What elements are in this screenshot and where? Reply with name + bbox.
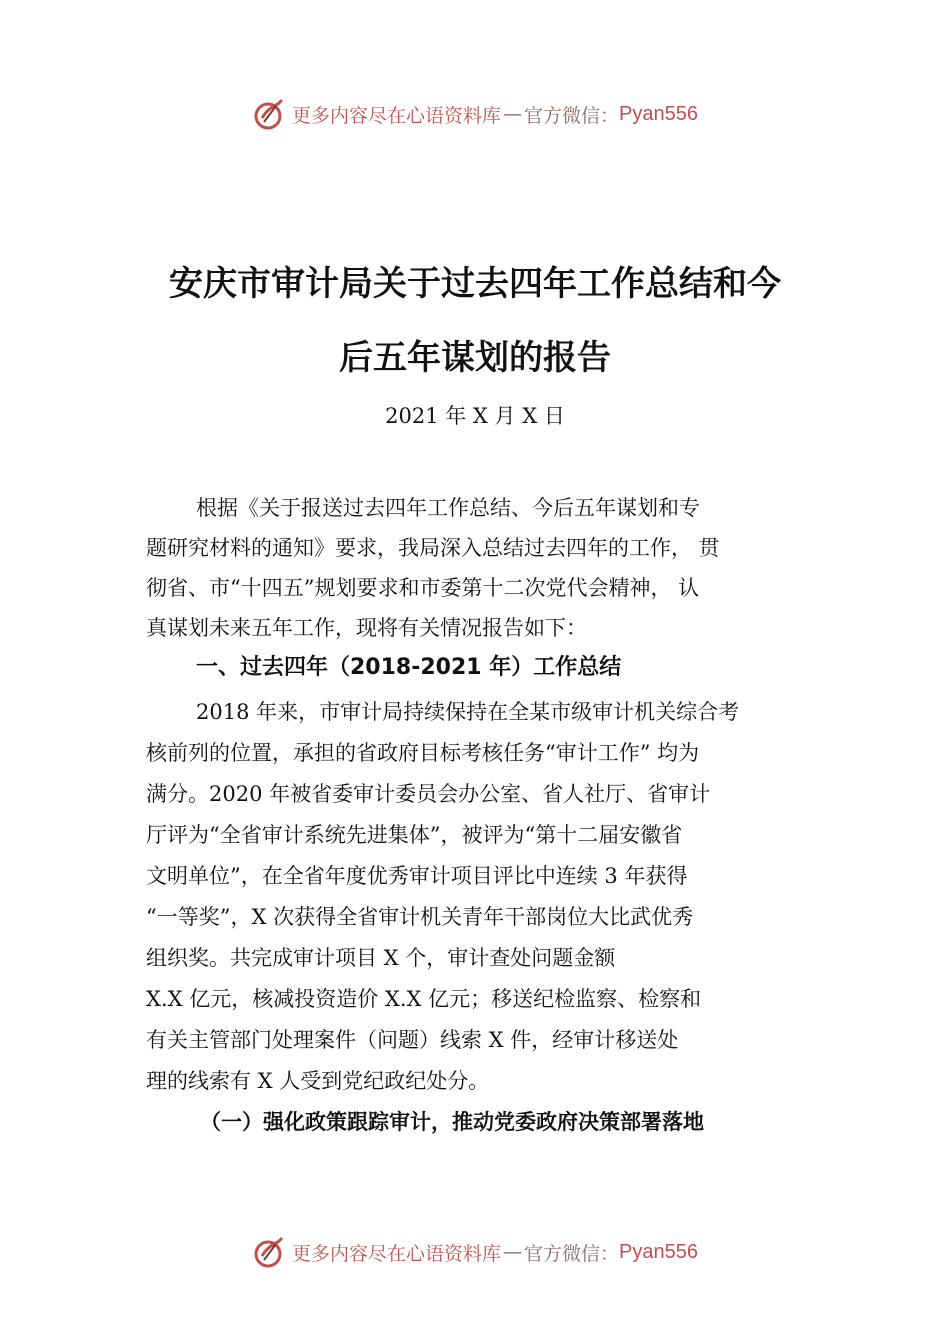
paragraph-2-line: 文明单位”，在全省年度优秀审计项目评比中连续 3 年获得 — [146, 864, 688, 888]
banner-wechat-id: Pyan556 — [619, 102, 698, 125]
paragraph-2-line: 有关主管部门处理案件（问题）线索 X 件，经审计移送处 — [146, 1028, 679, 1052]
banner-label: 官方微信： — [524, 1242, 620, 1265]
paragraph-2-line: 厅评为“全省审计系统先进集体”，被评为“第十二届安徽省 — [146, 823, 683, 847]
section-heading-1: 一、过去四年（2018-2021 年）工作总结 — [196, 655, 622, 680]
banner-text: 更多内容尽在心语资料库 — [292, 1242, 502, 1265]
paragraph-2-line: 理的线索有 X 人受到党纪政纪处分。 — [146, 1069, 490, 1093]
paragraph-2-line: 满分。2020 年被省委审计委员会办公室、省人社厅、省审计 — [146, 782, 711, 806]
document-title-line-1: 安庆市审计局关于过去四年工作总结和今 — [169, 264, 781, 304]
brand-logo-icon — [252, 96, 288, 132]
paragraph-2-line: 组织奖。共完成审计项目 X 个，审计查处问题金额 — [146, 946, 616, 970]
paragraph-1-line: 彻省、市“十四五”规划要求和市委第十二次党代会精神， 认 — [146, 576, 700, 600]
paragraph-1-line: 真谋划未来五年工作，现将有关情况报告如下： — [146, 616, 587, 640]
document-title-line-2: 后五年谋划的报告 — [339, 338, 611, 378]
paragraph-1-line: 题研究材料的通知》要求，我局深入总结过去四年的工作， 贯 — [146, 536, 720, 560]
banner-separator: — — [503, 103, 523, 125]
footer-banner — [0, 1232, 950, 1272]
banner-label: 官方微信： — [524, 104, 620, 127]
paragraph-2-line: 核前列的位置，承担的省政府目标考核任务“审计工作” 均为 — [146, 741, 700, 765]
banner-text: 更多内容尽在心语资料库 — [292, 104, 502, 127]
header-banner — [0, 94, 950, 134]
paragraph-2-line: “一等奖”，X 次获得全省审计机关青年干部岗位大比武优秀 — [146, 905, 694, 929]
document-date: 2021 年 X 月 X 日 — [385, 404, 565, 428]
paragraph-2-line: 2018 年来，市审计局持续保持在全某市级审计机关综合考 — [196, 700, 740, 724]
paragraph-2-line: X.X 亿元，核减投资造价 X.X 亿元；移送纪检监察、检察和 — [146, 987, 702, 1011]
banner-separator: — — [503, 1241, 523, 1263]
paragraph-1-line: 根据《关于报送过去四年工作总结、今后五年谋划和专 — [196, 496, 700, 520]
banner-wechat-id: Pyan556 — [619, 1240, 698, 1263]
brand-logo-icon — [252, 1234, 288, 1270]
subsection-heading-1: （一）强化政策跟踪审计，推动党委政府决策部署落地 — [200, 1109, 704, 1134]
